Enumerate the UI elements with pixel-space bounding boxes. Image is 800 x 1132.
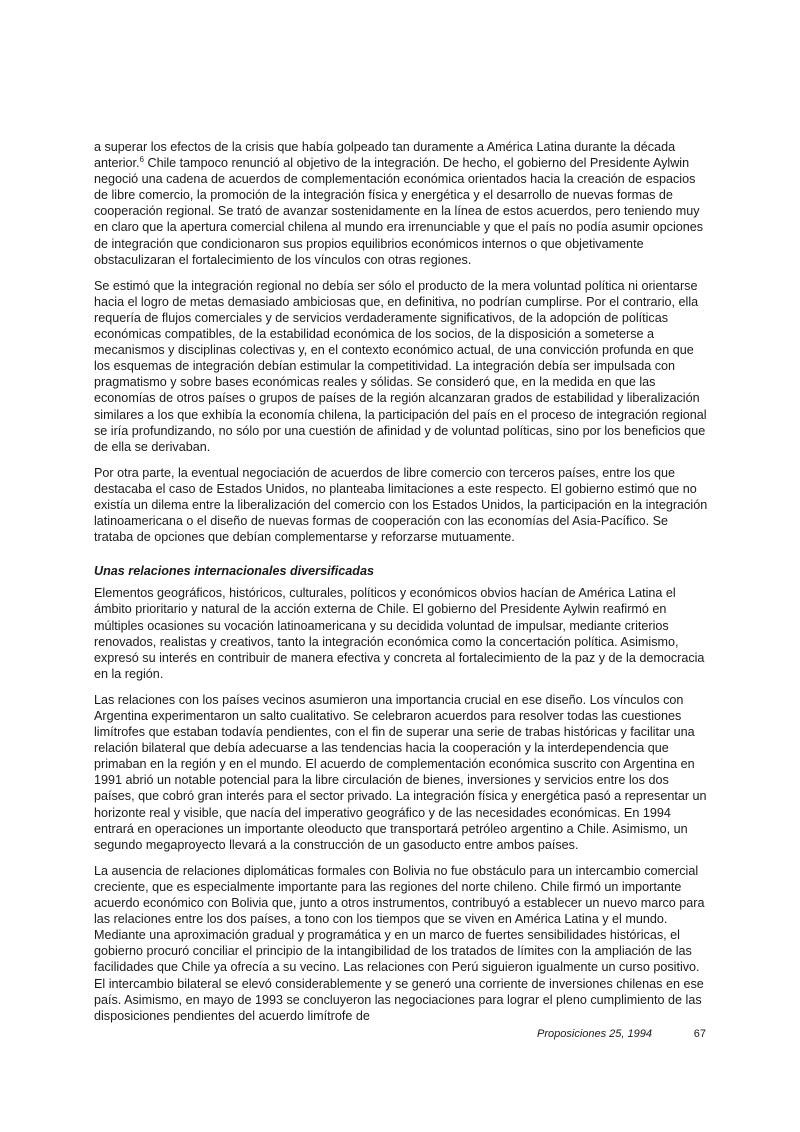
paragraph-3: Por otra parte, la eventual negociación de acuerdos de libre comercio con terceros países, entre los que destacaba el caso de Estados Unidos, no planteaba limitaciones a este respecto. El gobierno estimó que no existía un dilema entre la liberalización del comercio con los Estados Unidos, la participación en la integración latinoamericana o el diseño de nuevas formas de cooperación con las economías del Asia-Pacífico. Se trataba de opciones que debían complementarse y reforzarse mutuamente. <box>94 465 708 545</box>
page-number: 67 <box>693 1028 706 1040</box>
paragraph-1-text-end: Chile tampoco renunció al objetivo de la integración. De hecho, el gobierno del Presidente Aylwin negoció una cadena de acuerdos de complementación económica orientados hacia la creación de espacios de libre comercio, la promoción de la integración física y energética y el desarrollo de nuevas formas de cooperación regional. Se trató de avanzar sostenidamente en la línea de estos acuerdos, pero teniendo muy en claro que la apertura comercial chilena al mundo era irrenunciable y que el país no podía asumir opciones de integración que condicionaron sus propios equilibrios económicos internos o que objetivamente obstaculizaran el fortalecimiento de los vínculos con otras regiones. <box>94 156 704 267</box>
footnote-reference[interactable]: 6 <box>139 154 144 164</box>
paragraph-1-text-start: a superar los efectos de la crisis que había golpeado tan duramente a América Latina durante la década anterior. <box>94 140 676 171</box>
section-paragraph-3: La ausencia de relaciones diplomáticas formales con Bolivia no fue obstáculo para un intercambio comercial creciente, que es especialmente importante para las regiones del norte chileno. Chile firmó un importante acuerdo económico con Bolivia que, junto a otros instrumentos, contribuyó a establecer un nuevo marco para las relaciones entre los dos países, a tono con los tiempos que se viven en América Latina y el mundo. Mediante una aproximación gradual y programática y en un marco de fuertes sensibilidades históricas, el gobierno procuró conciliar el principio de la intangibilidad de los tratados de límites con la ampliación de las facilidades que Chile ya ofrecía a su vecino. Las relaciones con Perú siguieron igualmente un curso positivo. El intercambio bilateral se elevó considerablemente y se generó una corriente de inversiones chilenas en ese país. Asimismo, en mayo de 1993 se concluyeron las negociaciones para lograr el pleno cumplimiento de las disposiciones pendientes del acuerdo limítrofe de <box>94 863 705 1023</box>
page-body <box>94 139 708 1034</box>
section-heading: Unas relaciones internacionales diversificadas <box>94 564 374 579</box>
paragraph-1 <box>94 139 708 268</box>
journal-citation: Proposiciones 25, 1994 <box>537 1028 652 1040</box>
section-paragraph-1: Elementos geográficos, históricos, culturales, políticos y económicos obvios hacían de América Latina el ámbito prioritario y natural de la acción externa de Chile. El gobierno del Presidente Aylwin reafirmó en múltiples ocasiones su vocación latinoamericana y su decidida voluntad de impulsar, mediante criterios renovados, realistas y creativos, tanto la integración económica como la concertación política. Asimismo, expresó su interés en contribuir de manera efectiva y concreta al fortalecimiento de la paz y de la democracia en la región. <box>94 586 705 681</box>
section-paragraph-2: Las relaciones con los países vecinos asumieron una importancia crucial en ese diseño. Los vínculos con Argentina experimentaron un salto cualitativo. Se celebraron acuerdos para resolver todas las cuestiones limítrofes que estaban todavía pendientes, con el fin de superar una serie de trabas históricas y facilitar una relación bilateral que debía adecuarse a las tendencias hacia la cooperación y la interdependencia que primaban en la región y en el mundo. El acuerdo de complementación económica suscrito con Argentina en 1991 abrió un notable potencial para la libre circulación de bienes, inversiones y servicios entre los dos países, que cobró gran interés para el sector privado. La integración física y energética pasó a representar un horizonte real y visible, que nacía del imperativo geográfico y de las necesidades económicas. En 1994 entrará en operaciones un importante oleoducto que transportará petróleo argentino a Chile. Asimismo, un segundo megaproyecto llevará a la construcción de un gasoducto entre ambos países. <box>94 692 707 852</box>
paragraph-2: Se estimó que la integración regional no debía ser sólo el producto de la mera voluntad política ni orientarse hacia el logro de metas demasiado ambiciosas que, en definitiva, no podrían cumplirse. Por el contrario, ella requería de flujos comerciales y de servicios verdaderamente significativos, de la adopción de políticas económicas compatibles, de la estabilidad económica de los socios, de la disposición a someterse a mecanismos y disciplinas colectivas y, en el contexto económico actual, de una convicción profunda en que los esquemas de integración debían estimular la competitividad. La integración debía ser impulsada con pragmatismo y sobre bases económicas reales y sólidas. Se consideró que, en la medida en que las economías de otros países o grupos de países de la región alcanzaran grados de estabilidad y liberalización similares a los que exhibía la economía chilena, la participación del país en el proceso de integración regional se iría profundizando, no sólo por una cuestión de afinidad y de voluntad políticas, sino por los beneficios que de ella se derivaban. <box>94 278 707 454</box>
